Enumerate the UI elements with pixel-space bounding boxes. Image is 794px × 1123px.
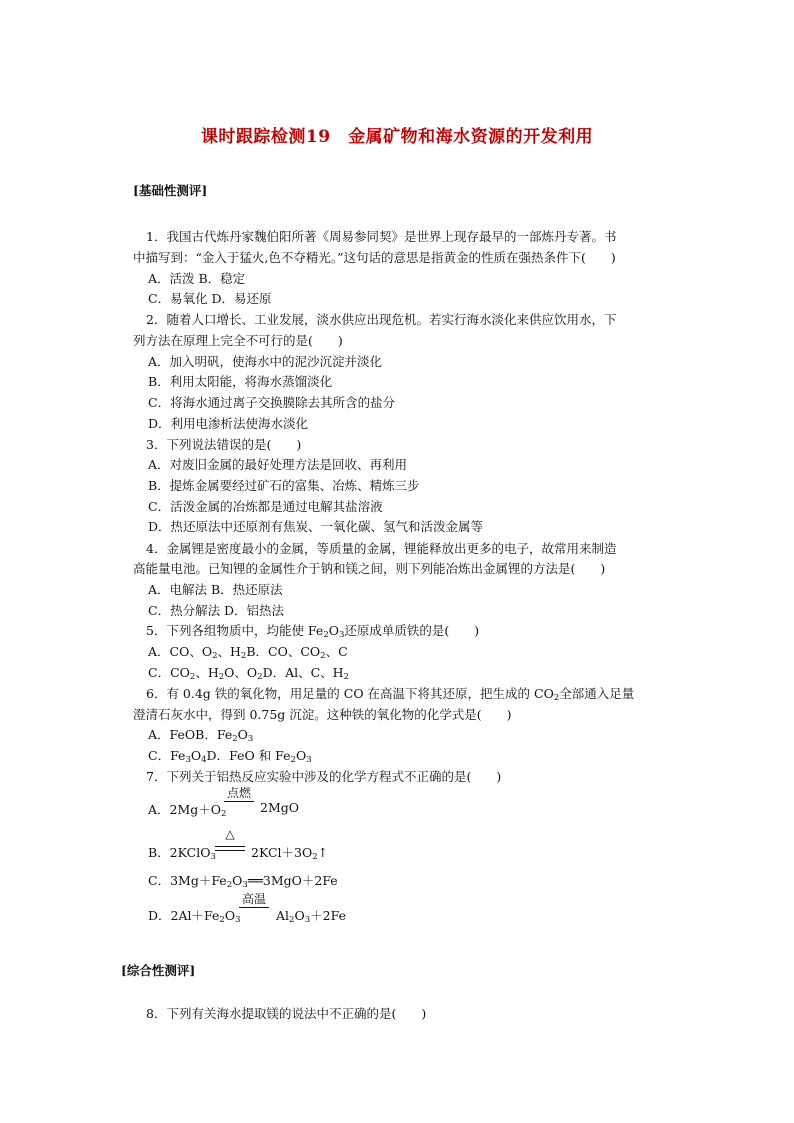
question-2-line-1: 2．随着人口增长、工业发展，淡水供应出现危机。若实行海水淡化来供应饮用水，下 — [146, 312, 617, 327]
question-7-line-1: 7．下列关于铝热反应实验中涉及的化学方程式不正确的是( ) — [146, 769, 502, 784]
question-3-line-1: 3．下列说法错误的是( ) — [146, 437, 302, 452]
question-4-options-ab: A．电解法 B．热还原法 — [148, 582, 283, 597]
section-heading-comprehensive: [综合性测评] — [121, 963, 196, 978]
question-6-line-2: 澄清石灰水中，得到 0.75g 沉淀。这种铁的氧化物的化学式是( ) — [133, 707, 512, 722]
equation-d-condition: 高温 — [241, 892, 266, 906]
question-4-line-2: 高能量电池。已知锂的金属性介于钠和镁之间，则下列能冶炼出金属锂的方法是( ) — [133, 561, 606, 576]
question-8-line-1: 8．下列有关海水提取镁的说法中不正确的是( ) — [146, 1006, 427, 1021]
question-4-line-1: 4．金属锂是密度最小的金属，等质量的金属，锂能释放出更多的电子，故常用来制造 — [146, 541, 617, 556]
question-1-line-1: 1．我国古代炼丹家魏伯阳所著《周易参同契》是世界上现存最早的一部炼丹专著。书 — [146, 229, 617, 244]
question-1-options-ab: A．活泼 B．稳定 — [148, 271, 246, 286]
equation-d-reactants: D．$2Al+Fe_2O_3$ — [148, 908, 241, 925]
question-5-line-1: 5．下列各组物质中，均能使 $Fe_2O_3$还原成单质铁的是( ) — [146, 623, 480, 640]
question-2-line-2: 列方法在原理上完全不可行的是( ) — [133, 333, 343, 348]
question-2-option-d: D．利用电渗析法使海水淡化 — [148, 416, 309, 431]
equation-b-condition: △ — [225, 827, 235, 841]
equation-a-products: 2MgO — [260, 800, 300, 815]
question-5-options-ab: A．CO、$O_2$、$H_2B$．CO、$CO_2$、C — [148, 644, 348, 661]
section-heading-basic: [基础性测评] — [133, 183, 208, 198]
question-6-options-cd: C．$Fe_3O_4D$．FeO 和 $Fe_2O_3$ — [148, 748, 312, 765]
equation-b — [148, 829, 388, 863]
equation-d — [148, 892, 388, 926]
question-5-options-cd: C．$CO_2$、$H_2O$、$O_2D$．Al、C、$H_2$ — [148, 665, 349, 682]
equation-b-products: $2KCl+3O_2↑$ — [251, 845, 329, 862]
question-4-options-cd: C．热分解法 D．铝热法 — [148, 603, 285, 618]
equation-c: C．$3Mg+Fe_2O_3══3MgO+2Fe$ — [148, 873, 338, 890]
question-3-option-b: B．提炼金属要经过矿石的富集、冶炼、精炼三步 — [148, 478, 420, 493]
equation-d-products: $Al_2O_3+2Fe$ — [276, 908, 346, 925]
equation-a — [148, 786, 348, 820]
question-3-option-a: A．对废旧金属的最好处理方法是回收、再利用 — [148, 457, 408, 472]
question-3-option-c: C．活泼金属的冶炼都是通过电解其盐溶液 — [148, 499, 383, 514]
question-6-options-ab: A．FeOB．$Fe_2O_3$ — [148, 727, 254, 744]
question-1-options-cd: C．易氧化 D．易还原 — [148, 291, 272, 306]
question-1-line-2: 中描写到：“金入于猛火,色不夺精光。”这句话的意思是指黄金的性质在强热条件下( ) — [133, 250, 616, 265]
page-title: 课时跟踪检测19 金属矿物和海水资源的开发利用 — [200, 127, 594, 147]
question-6-line-1: 6．有 0.4g 铁的氧化物，用足量的 CO 在高温下将其还原，把生成的 $CO_2$全部通入足量 — [146, 686, 635, 703]
equation-a-reactants: A．$2Mg+O_2$ — [148, 802, 227, 819]
equation-a-condition: 点燃 — [226, 786, 251, 800]
equation-b-reactants: B．2KClO$_3$ — [148, 845, 216, 862]
question-2-option-c: C．将海水通过离子交换膜除去其所含的盐分 — [148, 395, 396, 410]
question-2-option-a: A．加入明矾，使海水中的泥沙沉淀并淡化 — [148, 354, 383, 369]
question-2-option-b: B．利用太阳能，将海水蒸馏淡化 — [148, 374, 333, 389]
question-3-option-d: D．热还原法中还原剂有焦炭、一氧化碳、氢气和活泼金属等 — [148, 519, 484, 534]
